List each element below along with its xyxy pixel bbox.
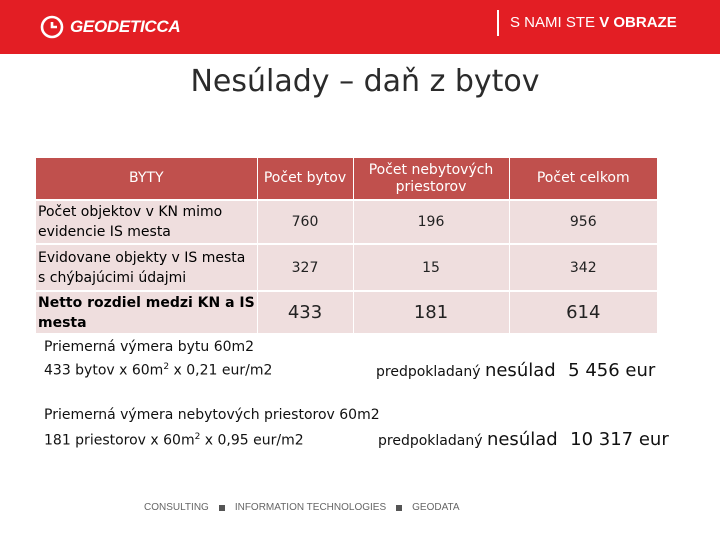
footer-item: CONSULTING [144,502,209,513]
row-label [36,291,257,333]
cell-nebytovych: 196 [353,200,509,244]
table-row [36,244,657,291]
footer-item: GEODATA [412,502,460,513]
nebyty-calc-b: x 0,95 eur/m2 [200,432,304,449]
nebyty-average-note: Priemerná výmera nebytových priestorov 60m2 [44,407,380,423]
page-title: Nesúlady – daň z bytov [190,64,540,99]
cell-celkom: 956 [509,200,657,244]
geodeticca-logo-icon [40,15,64,39]
nebyty-nesulad: nesúlad [486,429,558,450]
nebyty-calculation [44,432,304,449]
byty-pred: predpokladaný [376,364,481,380]
table-header-row [36,158,657,200]
byty-result [376,360,655,381]
header-pocet-nebytovych: Počet nebytových priestorov [353,158,509,200]
row-label: Evidovane objekty v IS mesta s chýbajúcimi údajmi [36,244,257,291]
table-row [36,200,657,244]
byty-calc-sup: 2 [163,362,170,372]
header-pocet-bytov: Počet bytov [257,158,353,200]
nebyty-calc-a: 181 priestorov x 60m [44,432,195,449]
byty-calc-b: x 0,21 eur/m2 [169,362,273,379]
cell-celkom: 342 [509,244,657,291]
header-byty: BYTY [36,158,257,200]
nebyty-result [378,429,669,450]
byty-average-note: Priemerná výmera bytu 60m2 [44,339,255,355]
logo [40,12,180,42]
nebyty-calc-sup: 2 [194,432,201,442]
data-table [36,158,657,333]
header-divider [497,10,499,36]
cell-bytov: 760 [257,200,353,244]
cell-bytov: 327 [257,244,353,291]
byty-amount: 5 456 eur [568,360,656,381]
slogan [510,14,677,31]
cell-nebytovych: 15 [353,244,509,291]
slogan-bold: V OBRAZE [599,14,677,31]
cell-nebytovych: 181 [353,291,509,333]
header-bar [0,0,720,54]
byty-calc-a: 433 bytov x 60m [44,362,164,379]
table-row [36,291,657,333]
logo-text: GEODETICCA [70,17,181,36]
nebyty-amount: 10 317 eur [570,429,669,450]
byty-calculation [44,362,272,379]
row-label: Počet objektov v KN mimo evidencie IS mesta [36,200,257,244]
footer-item: INFORMATION TECHNOLOGIES [234,502,387,513]
nebyty-pred: predpokladaný [378,433,483,449]
cell-bytov: 433 [257,291,353,333]
square-bullet-icon [219,505,225,511]
row-label-text: Netto rozdiel medzi KN a IS mesta [38,294,255,331]
slogan-regular: S NAMI STE [510,14,600,31]
header-pocet-celkom: Počet celkom [509,158,657,200]
byty-nesulad: nesúlad [484,360,556,381]
square-bullet-icon [396,505,402,511]
footer [144,502,460,513]
cell-celkom: 614 [509,291,657,333]
